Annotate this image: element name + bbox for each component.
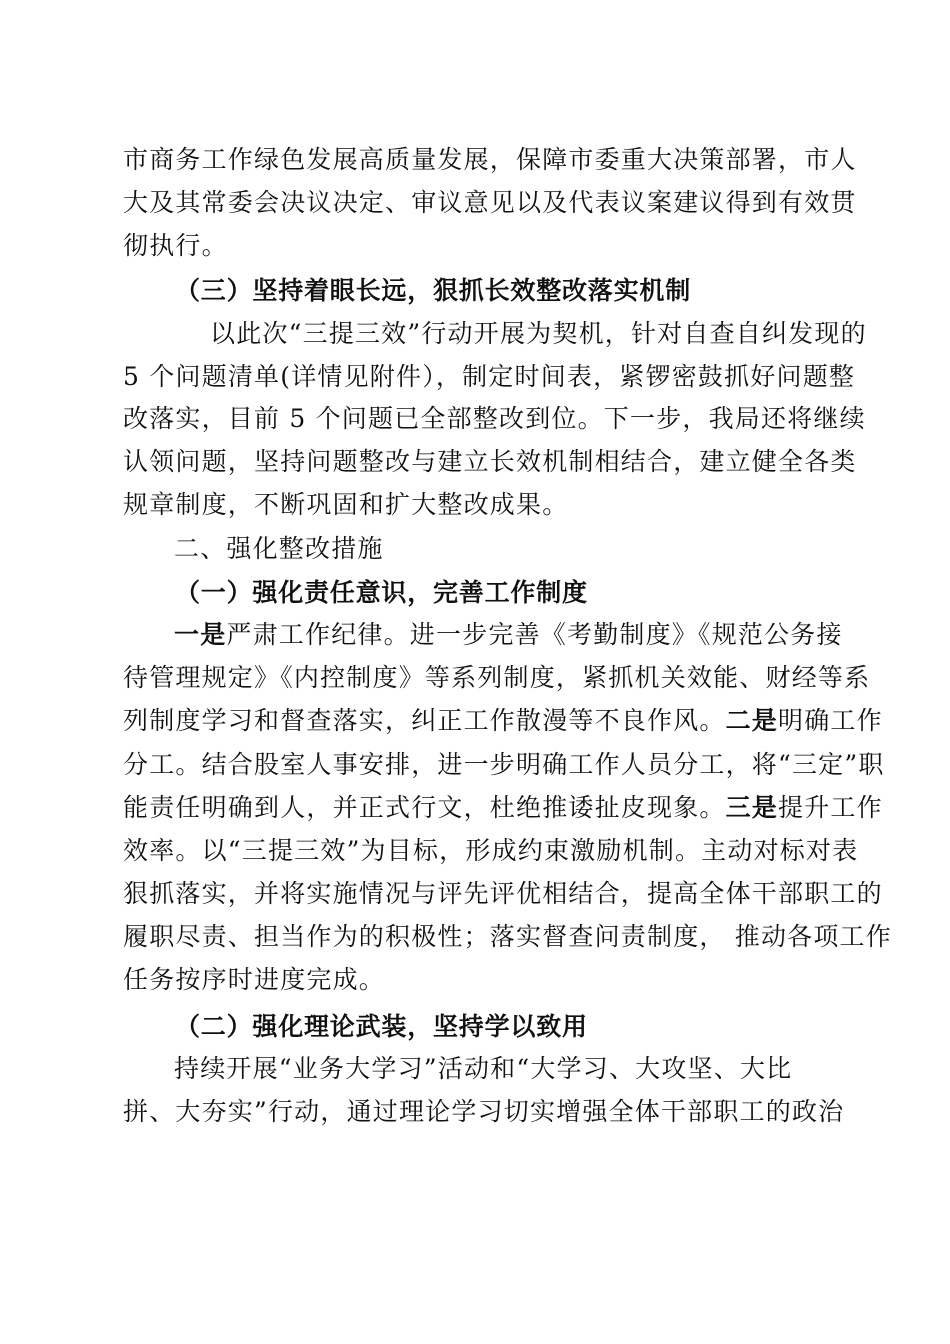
body-text-line (174, 618, 894, 652)
body-text-line: 狠抓落实，并将实施情况与评先评优相结合，提高全体干部职工的 (123, 879, 883, 908)
body-text-line: 拼、大夯实”行动，通过理论学习切实增强全体干部职工的政治 (123, 1097, 845, 1126)
body-text-line: 效率。以“三提三效”为目标，形成约束激励机制。主动对标对表 (123, 836, 859, 865)
text-run: 严肃工作纪律。进一步完善《考勤制度》《规范公务接 (226, 620, 843, 649)
subsection-heading: （一）强化责任意识，完善工作制度 (175, 578, 588, 607)
text-run: 列制度学习和督查落实，纠正工作散漫等不良作风。 (123, 706, 726, 735)
text-run: 明确工作 (778, 706, 883, 735)
subsection-heading: （二）强化理论武装，坚持学以致用 (175, 1012, 588, 1041)
body-text-line: 市商务工作绿色发展高质量发展，保障市委重大决策部署，市人 (123, 145, 857, 174)
body-text-line: 持续开展“业务大学习”活动和“大学习、大攻坚、大比 (174, 1054, 793, 1083)
text-run: 提升工作 (778, 793, 883, 822)
lead-phrase: 三是 (725, 793, 779, 822)
body-text-line: 大及其常委会决议决定、审议意见以及代表议案建议得到有效贯 (123, 188, 857, 217)
part-heading: 二、强化整改措施 (174, 534, 384, 563)
body-text-line: 规章制度，不断巩固和扩大整改成果。 (123, 490, 569, 519)
body-text-line: 待管理规定》《内控制度》等系列制度，紧抓机关效能、财经等系 (123, 663, 871, 692)
body-text-line: 彻执行。 (123, 231, 228, 260)
body-text-line: 改落实，目前 5 个问题已全部整改到位。下一步，我局还将继续 (123, 404, 866, 433)
body-text-line (123, 791, 883, 825)
body-text-line: 认领问题，坚持问题整改与建立长效机制相结合，建立健全各类 (123, 447, 857, 476)
body-text-line: 5 个问题清单(详情见附件），制定时间表，紧锣密鼓抓好问题整 (123, 362, 856, 391)
body-text-line: 分工。结合股室人事安排，进一步明确工作人员分工，将“三定”职 (123, 750, 885, 779)
section-heading: （三）坚持着眼长远，狠抓长效整改落实机制 (175, 276, 692, 305)
body-text-line (123, 704, 883, 738)
body-text-line: 以此次“三提三效”行动开展为契机，针对自查自纠发现的 (210, 319, 867, 348)
text-run: 能责任明确到人，并正式行文，杜绝推诿扯皮现象。 (123, 793, 726, 822)
lead-phrase: 一是 (174, 620, 227, 649)
body-text-line: 履职尽责、担当作为的积极性；落实督查问责制度， 推动各项工作 (123, 922, 892, 951)
lead-phrase: 二是 (725, 706, 779, 735)
body-text-line: 任务按序时进度完成。 (123, 965, 386, 994)
